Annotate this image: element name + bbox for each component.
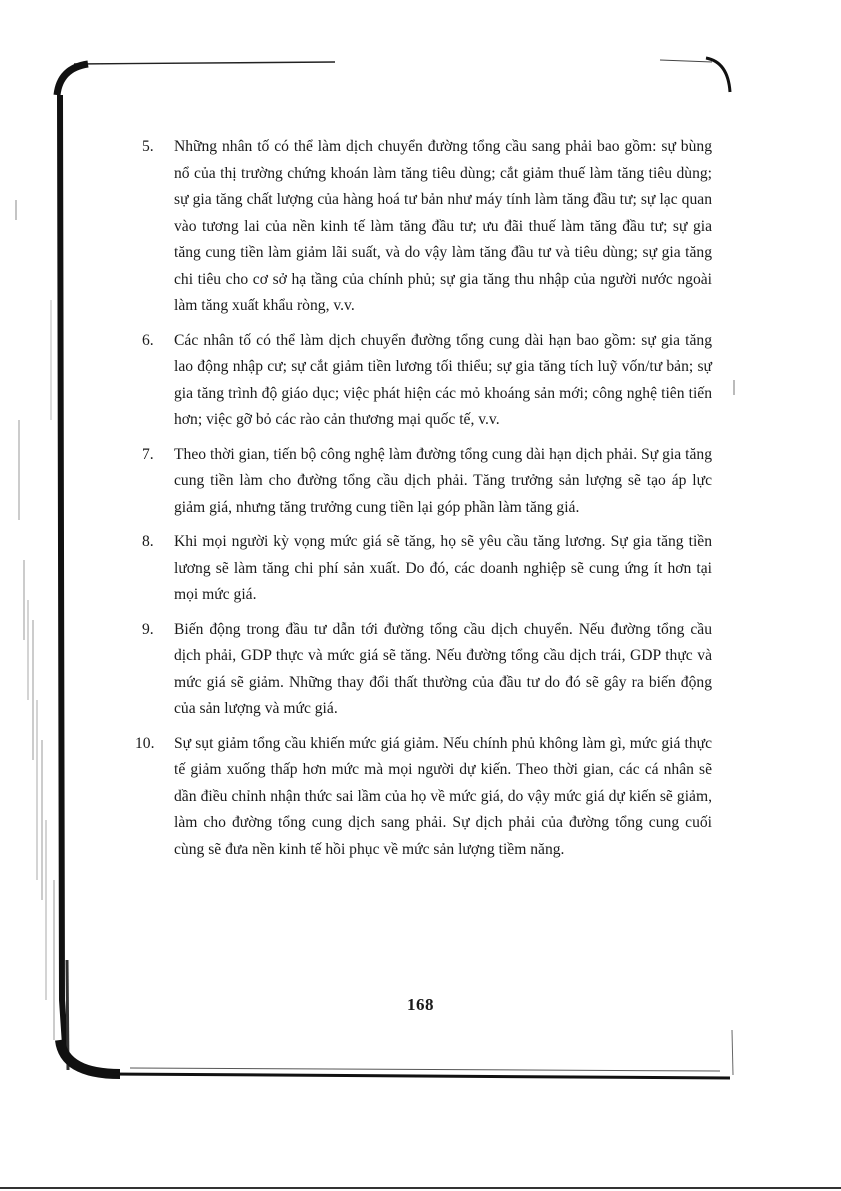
item-text: Biến động trong đầu tư dẫn tới đường tổng cầu dịch chuyển. Nếu đường tổng cầu dịch phải, GDP thực và mức giá sẽ tăng. Nếu đường tổng cầu dịch trái, GDP thực và mức giá sẽ giảm. Những thay đổi thất thường của đầu tư do đó sẽ gây ra biến động của sản lượng và mức giá. <box>174 620 712 717</box>
item-number: 5. <box>142 138 154 155</box>
item-text: Những nhân tố có thể làm dịch chuyển đường tổng cầu sang phải bao gồm: sự bùng nổ của thị trường chứng khoán làm tăng tiêu dùng; cắt giảm thuế làm tăng tiêu dùng; sự gia tăng chất lượng của hàng hoá tư bản như máy tính làm tăng đầu tư; sự lạc quan vào tương lai của nền kinh tế làm tăng đầu tư; ưu đãi thuế làm tăng đầu tư; sự gia tăng cung tiền làm giảm lãi suất, và do vậy làm tăng đầu tư và tiêu dùng; sự gia tăng chi tiêu cho cơ sở hạ tầng của chính phủ; sự gia tăng thu nhập của người nước ngoài làm tăng xuất khẩu ròng, v.v. <box>174 138 712 314</box>
list-item-5 <box>140 134 712 320</box>
item-number: 10. <box>135 734 155 752</box>
item-text: Sự sụt giảm tổng cầu khiến mức giá giảm. Nếu chính phủ không làm gì, mức giá thực tế giảm xuống thấp hơn mức mà mọi người dự kiến. Theo thời gian, các cá nhân sẽ dần điều chỉnh nhận thức sai lầm của họ về mức giá, do vậy mức giá dự kiến sẽ giảm, làm cho đường tổng cung dịch sang phải. Sự dịch phải của đường tổng cung cuối cùng sẽ đưa nền kinh tế hồi phục về mức sản lượng tiềm năng. <box>174 734 712 858</box>
item-number: 6. <box>142 331 154 349</box>
item-number: 8. <box>142 533 154 550</box>
item-text: Theo thời gian, tiến bộ công nghệ làm đường tổng cung dài hạn dịch phải. Sự gia tăng cung tiền làm cho đường tổng cầu dịch phải. Tăng trưởng sản lượng sẽ tạo áp lực giảm giá, nhưng tăng trưởng cung tiền lại góp phần làm tăng giá. <box>174 445 712 516</box>
item-text: Các nhân tố có thể làm dịch chuyển đường tổng cung dài hạn bao gồm: sự gia tăng lao động nhập cư; sự cắt giảm tiền lương tối thiểu; sự gia tăng tích luỹ vốn/tư bản; sự gia tăng trình độ giáo dục; việc phát hiện các mỏ khoáng sản mới; công nghệ tiên tiến hơn; việc gỡ bỏ các rào cản thương mại quốc tế, v.v. <box>174 331 712 428</box>
page-content <box>135 134 712 871</box>
page-number: 168 <box>407 995 434 1014</box>
list-item-9 <box>140 617 712 723</box>
list-item-8 <box>140 529 712 609</box>
list-item-10 <box>135 731 712 864</box>
item-number: 9. <box>142 620 154 638</box>
item-number: 7. <box>142 445 154 463</box>
item-text: Khi mọi người kỳ vọng mức giá sẽ tăng, họ sẽ yêu cầu tăng lương. Sự gia tăng tiền lương sẽ làm tăng chi phí sản xuất. Do đó, các doanh nghiệp sẽ cung ứng ít hơn tại mọi mức giá. <box>174 533 712 603</box>
list-item-6 <box>140 328 712 434</box>
list-item-7 <box>140 442 712 522</box>
